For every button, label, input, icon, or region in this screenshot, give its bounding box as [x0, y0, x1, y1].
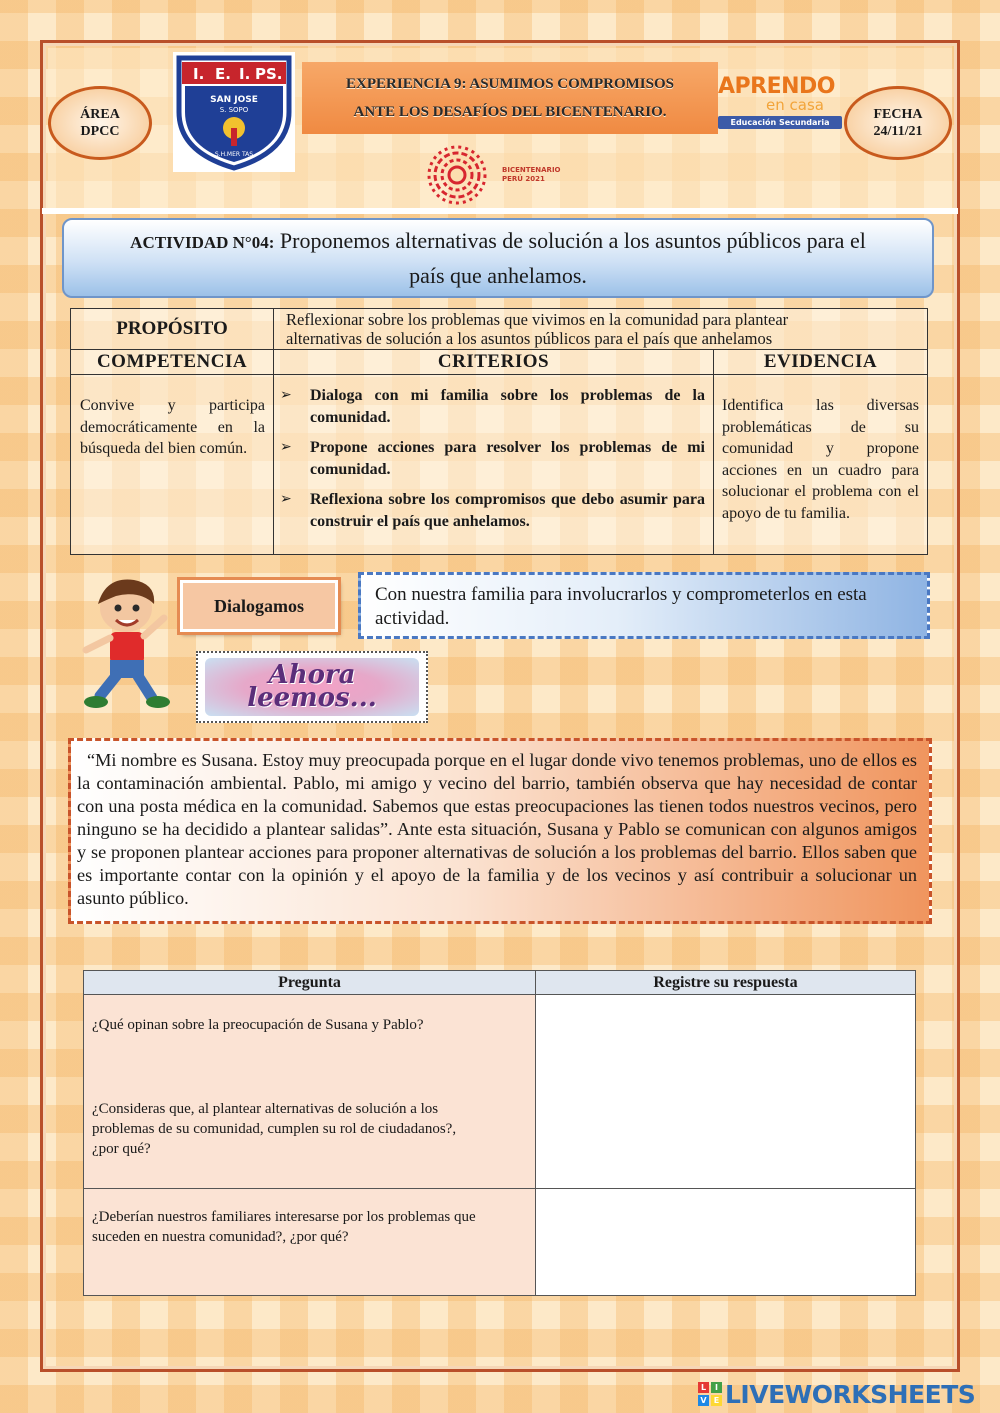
liveworksheets-logo[interactable] — [698, 1380, 975, 1408]
competencia-header: COMPETENCIA — [71, 350, 274, 375]
criterio-item — [280, 385, 705, 428]
shield-letter-3: I. — [239, 65, 251, 83]
area-value: DPCC — [80, 124, 120, 139]
arrow-bullet-icon: ➢ — [280, 387, 292, 403]
experience-line-2: ANTE LOS DESAFÍOS DEL BICENTENARIO. — [353, 104, 667, 120]
competencia-text: Convive y participa democráticamente en la búsqueda del bien común. — [71, 375, 274, 555]
date-label: FECHA — [873, 107, 923, 122]
header-divider — [42, 208, 958, 214]
aprendo-subtitle: en casa — [766, 96, 824, 114]
criterio-item — [280, 437, 705, 480]
evidencia-text: Identifica las diversas problemáticas de su comunidad y propone acciones en un cuadro para solucionar el problema con el apoyo de tu familia. — [714, 375, 928, 555]
activity-label: ACTIVIDAD N°04: — [130, 233, 275, 252]
ahora-leemos-banner — [196, 651, 428, 723]
date-value: 24/11/21 — [873, 124, 923, 139]
logo-letter-v: V — [698, 1395, 709, 1406]
criterio-text: Propone acciones para resolver los problemas de mi comunidad. — [310, 439, 705, 478]
aprendo-bar: Educación Secundaria — [718, 116, 842, 129]
arrow-bullet-icon: ➢ — [280, 491, 292, 507]
logo-letter-e: E — [711, 1395, 722, 1406]
date-badge — [844, 86, 952, 160]
question-row — [84, 995, 916, 1189]
question-2-line-1: ¿Consideras que, al plantear alternativas de solución a los — [92, 1101, 439, 1117]
criterios-list — [274, 375, 714, 555]
criterio-text: Reflexiona sobre los compromisos que debo asumir para construir el país que anhelamos. — [310, 491, 705, 530]
shield-letter-1: I. — [193, 65, 205, 83]
dialogamos-label: Dialogamos — [180, 580, 338, 632]
bicentenario-sun-icon — [420, 144, 494, 206]
area-label: ÁREA — [80, 107, 120, 122]
criterio-item — [280, 489, 705, 532]
purpose-line-1: Reflexionar sobre los problemas que vivimos en la comunidad para plantear — [286, 310, 789, 329]
pregunta-header: Pregunta — [84, 971, 536, 995]
plan-table — [70, 308, 928, 555]
plan-body-row — [71, 375, 928, 555]
criterio-text: Dialoga con mi familia sobre los problemas de la comunidad. — [310, 387, 705, 426]
answer-input-2[interactable] — [536, 1189, 915, 1235]
purpose-row — [71, 309, 928, 350]
activity-title-line-1: Proponemos alternativas de solución a los asuntos públicos para el — [279, 228, 866, 253]
purpose-text — [274, 309, 928, 350]
shield-text-2: S. SOPO — [219, 106, 249, 114]
shield-letter-2: E. — [215, 65, 231, 83]
aprendo-title: APRENDO — [718, 74, 835, 99]
question-row — [84, 1189, 916, 1296]
story-text: “Mi nombre es Susana. Estoy muy preocupada porque en el lugar donde vivo tenemos problemas, uno de ellos es la contaminación ambiental. Pablo, mi amigo y vecino del barrio, también observa que hay necesidad de contar con una posta médica en la comunidad. Sabemos que estas preocupaciones las tienen todos nuestros vecinos, pero ninguno se ha decidido a plantear salidas”. Ante esta situación, Susana y Pablo se comunican con algunos amigos y se proponen plantear acciones para proponer alternativas de solución a los problemas del barrio. Ellos saben que es importante contar con la opinión y el apoyo de la familia y de los vecinos y así contribuir a solucionar un asunto público. — [68, 738, 932, 924]
purpose-line-2: alternativas de solución a los asuntos públicos para el país que anhelamos — [286, 329, 773, 348]
question-2-line-2: problemas de su comunidad, cumplen su rol de ciudadanos?, — [92, 1121, 457, 1137]
bicentenario-logo — [420, 144, 590, 206]
question-cell — [84, 995, 536, 1189]
criterios-header: CRITERIOS — [274, 350, 714, 375]
question-3-line-2: suceden en nuestra comunidad?, ¿por qué? — [92, 1229, 349, 1245]
activity-title-line-2: país que anhelamos. — [409, 263, 587, 288]
logo-letter-l: L — [698, 1382, 709, 1393]
shield-letter-4: PS. — [255, 65, 283, 83]
bicentenario-line-1: BICENTENARIO — [502, 166, 561, 174]
evidencia-header: EVIDENCIA — [714, 350, 928, 375]
liveworksheets-text: LIVEWORKSHEETS — [725, 1379, 976, 1409]
bicentenario-line-2: PERÚ 2021 — [502, 175, 545, 183]
shield-text-1: SAN JOSE — [210, 95, 258, 105]
question-1: ¿Qué opinan sobre la preocupación de Susana y Pablo? — [92, 1017, 424, 1033]
boy-illustration — [76, 574, 180, 712]
arrow-bullet-icon: ➢ — [280, 439, 292, 455]
experience-banner — [302, 62, 718, 134]
question-2-line-3: ¿por qué? — [92, 1141, 151, 1157]
plan-header-row — [71, 350, 928, 375]
ahora-line-1: Ahora — [268, 660, 356, 690]
questions-header-row — [84, 971, 916, 995]
question-cell — [84, 1189, 536, 1296]
experience-line-1: EXPERIENCIA 9: ASUMIMOS COMPROMISOS — [346, 76, 674, 92]
ahora-line-2: leemos... — [247, 683, 377, 713]
purpose-label: PROPÓSITO — [71, 309, 274, 350]
dialogamos-text: Con nuestra familia para involucrarlos y comprometerlos en esta actividad. — [358, 572, 930, 639]
questions-table — [83, 970, 916, 1296]
aprendo-en-casa-logo — [718, 76, 842, 142]
activity-title-banner — [62, 218, 934, 298]
answer-cell-2[interactable] — [536, 1189, 916, 1296]
shield-bottom-text: S.H.MER TAS — [214, 151, 254, 158]
liveworksheets-grid-icon — [698, 1382, 722, 1406]
area-badge — [48, 86, 152, 160]
answer-input-1[interactable] — [536, 995, 915, 1041]
school-shield-logo — [173, 52, 295, 172]
answer-cell-1[interactable] — [536, 995, 916, 1189]
respuesta-header: Registre su respuesta — [536, 971, 916, 995]
logo-letter-i: I — [711, 1382, 722, 1393]
question-3-line-1: ¿Deberían nuestros familiares interesarse por los problemas que — [92, 1209, 476, 1225]
